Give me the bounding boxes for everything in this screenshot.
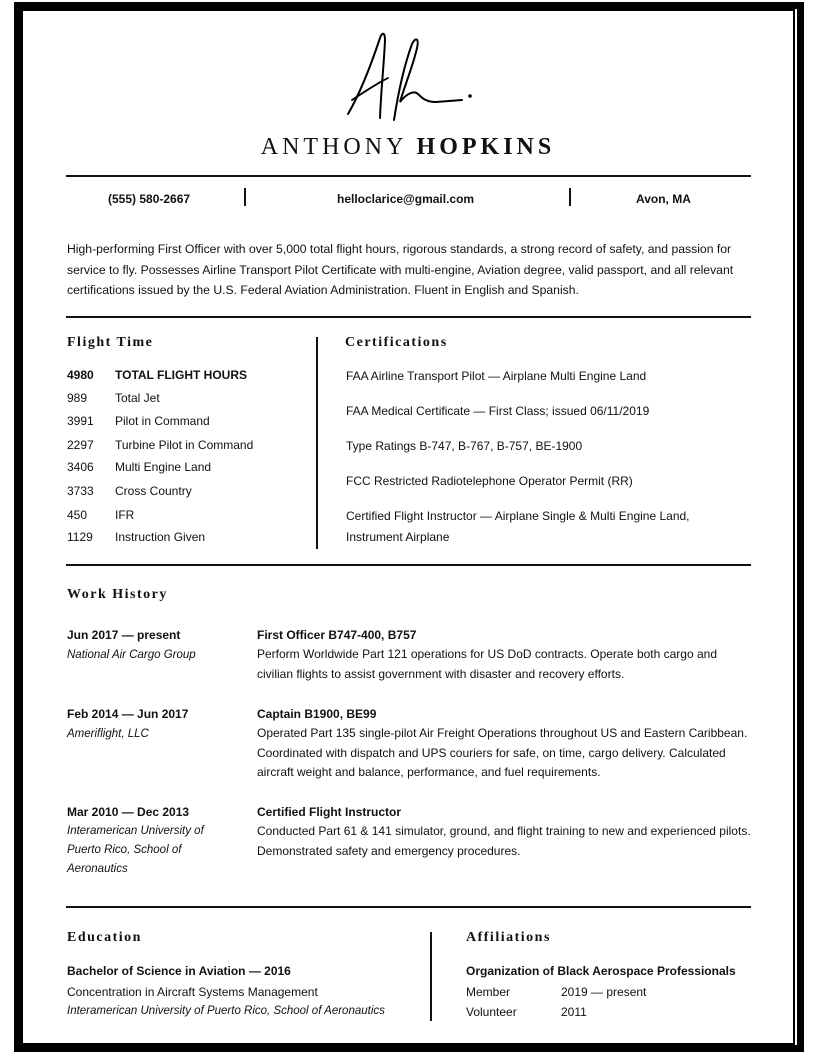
job-employer: Ameriflight, LLC — [67, 728, 149, 740]
flight-hours: 3733 — [67, 484, 94, 498]
concentration: Concentration in Aircraft Systems Management — [67, 985, 318, 999]
job-dates: Jun 2017 — present — [67, 628, 181, 642]
certification-item: Certified Flight Instructor — Airplane Single & Multi Engine Land, Instrument Airplane — [346, 509, 690, 544]
job-dates: Mar 2010 — Dec 2013 — [67, 805, 190, 819]
column-separator — [430, 932, 432, 1021]
divider — [66, 316, 751, 318]
affiliations-heading: Affiliations — [466, 930, 551, 945]
school-name: Interamerican University of Puerto Rico, School of Aeronautics — [67, 1005, 385, 1017]
flight-hours: 450 — [67, 508, 88, 522]
certifications-heading: Certifications — [345, 335, 448, 350]
certification-item: Type Ratings B-747, B-767, B-757, BE-1900 — [346, 439, 583, 453]
flight-category: Instruction Given — [115, 530, 206, 544]
flight-category: IFR — [115, 508, 135, 522]
contact-separator — [569, 188, 571, 206]
flight-hours: 2297 — [67, 438, 94, 452]
affiliation-period: 2011 — [561, 1005, 587, 1019]
flight-hours: 989 — [67, 391, 88, 405]
flight-category: Pilot in Command — [115, 414, 210, 428]
job-title: Captain B1900, BE99 — [257, 707, 377, 721]
job-title: Certified Flight Instructor — [257, 805, 401, 819]
affiliation-role: Member — [466, 985, 511, 999]
flight-hours: 4980 — [67, 368, 94, 382]
affiliation-organization: Organization of Black Aerospace Professionals — [466, 964, 736, 978]
divider — [66, 906, 751, 908]
last-name: HOPKINS — [416, 134, 556, 160]
contact-email[interactable]: helloclarice@gmail.com — [337, 192, 475, 206]
divider — [66, 564, 751, 566]
contact-phone[interactable]: (555) 580-2667 — [108, 192, 191, 206]
work-history-heading: Work History — [67, 587, 168, 602]
contact-separator — [244, 188, 246, 206]
certification-item: FAA Medical Certificate — First Class; issued 06/11/2019 — [346, 404, 650, 418]
professional-summary: High-performing First Officer with over 5,000 total flight hours, rigorous standards, a strong record of safety, and passion for service to fly. Possesses Airline Transport Pilot Certificate with multi-engine, Aviation degree, valid passport, and all relevant certifications issued by the U.S. Federal Aviation Administration. Fluent in English and Spanish. — [67, 242, 734, 297]
flight-hours: 1129 — [67, 530, 93, 544]
certification-item: FAA Airline Transport Pilot — Airplane Multi Engine Land — [346, 369, 647, 383]
flight-time-heading: Flight Time — [67, 335, 154, 350]
job-employer: National Air Cargo Group — [67, 649, 196, 661]
education-heading: Education — [67, 930, 142, 945]
first-name: ANTHONY — [260, 134, 407, 160]
flight-hours: 3406 — [67, 460, 94, 474]
certification-item: FCC Restricted Radiotelephone Operator Permit (RR) — [346, 474, 633, 488]
candidate-name — [0, 134, 816, 161]
flight-hours: 3991 — [67, 414, 94, 428]
job-employer: Interamerican University of Puerto Rico, School of Aeronautics — [67, 825, 204, 875]
flight-category: Multi Engine Land — [115, 460, 212, 474]
job-dates: Feb 2014 — Jun 2017 — [67, 707, 189, 721]
flight-category: TOTAL FLIGHT HOURS — [115, 368, 247, 382]
job-description: Conducted Part 61 & 141 simulator, ground, and flight training to new and experienced pilots. Demonstrated safety and emergency procedures. — [257, 824, 751, 858]
contact-location: Avon, MA — [636, 192, 691, 206]
degree: Bachelor of Science in Aviation — 2016 — [67, 964, 291, 978]
signature-logo — [330, 28, 490, 128]
flight-category: Total Jet — [115, 391, 160, 405]
column-separator — [316, 337, 318, 549]
flight-category: Cross Country — [115, 484, 192, 498]
job-title: First Officer B747-400, B757 — [257, 628, 417, 642]
divider — [66, 175, 751, 177]
affiliation-role: Volunteer — [466, 1005, 517, 1019]
job-description: Operated Part 135 single-pilot Air Freight Operations throughout US and Eastern Caribbean. Coordinated with dispatch and UPS couriers for safe, on time, cargo delivery. Calculated aircraft weight and balance, performance, and fuel requirements. — [257, 726, 748, 779]
affiliation-period: 2019 — present — [561, 985, 647, 999]
job-description: Perform Worldwide Part 121 operations for US DoD contracts. Operate both cargo and civilian flights to assist government with disaster and recovery efforts. — [257, 647, 718, 681]
flight-category: Turbine Pilot in Command — [115, 438, 254, 452]
